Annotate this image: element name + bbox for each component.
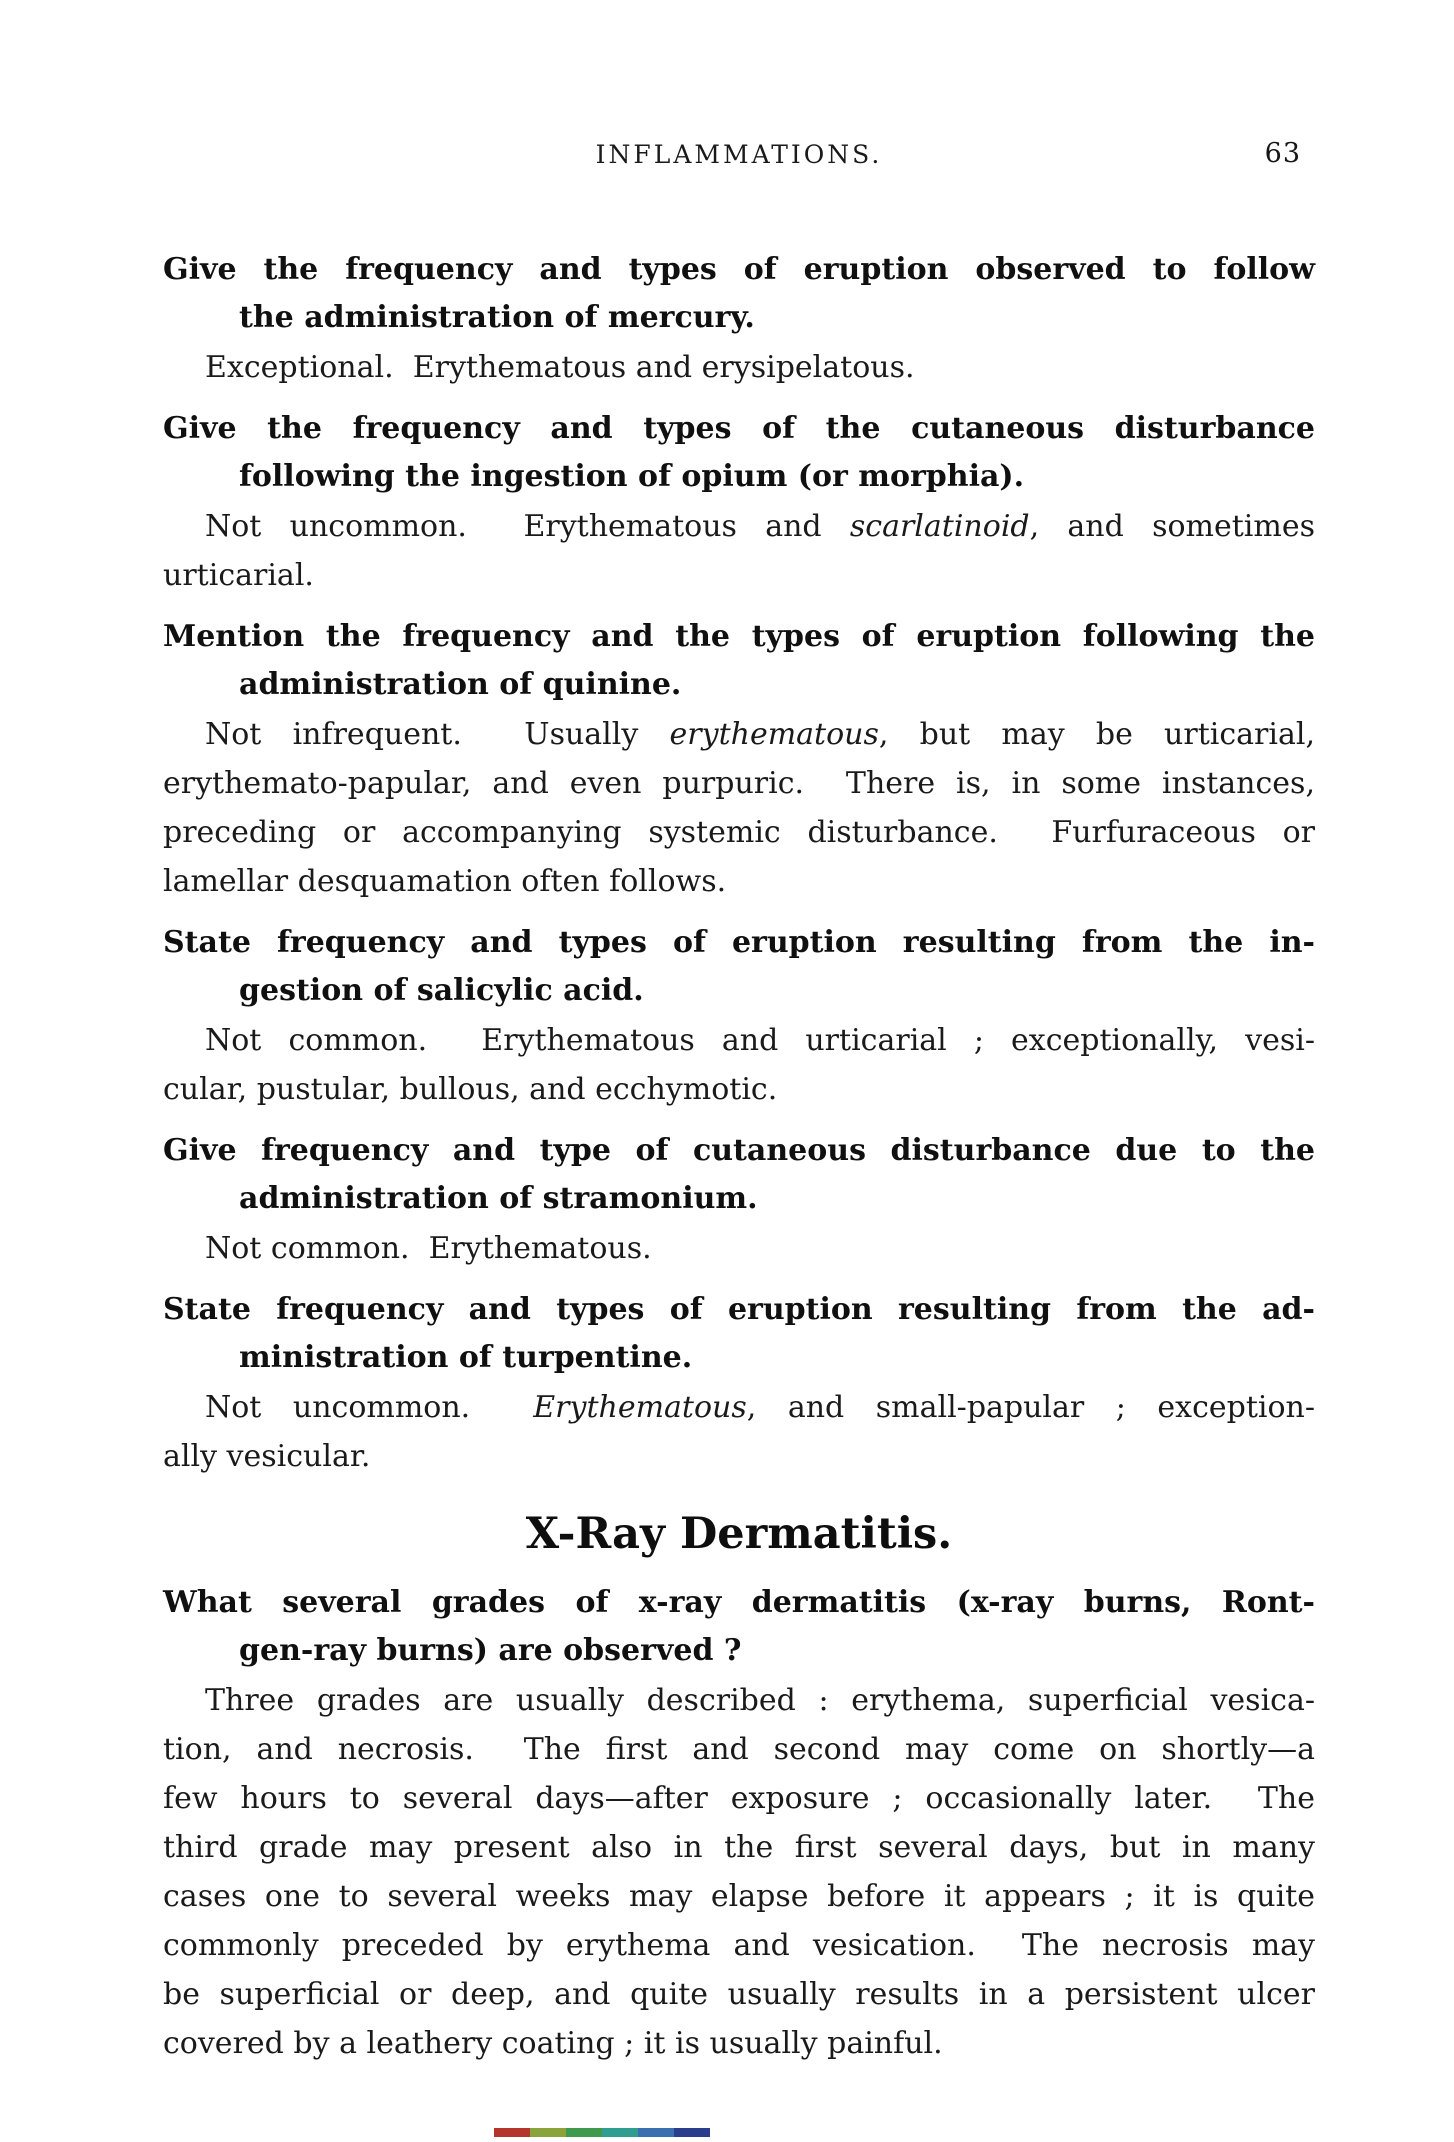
answer-paragraph: [163, 502, 1315, 600]
answer-paragraph: [163, 1676, 1315, 2068]
page-content: [163, 246, 1315, 2068]
question-line: administration of quinine.: [239, 667, 682, 702]
italic-term: erythematous: [669, 717, 879, 752]
answer-line: tion, and necrosis. The first and second may come on shortly—a: [163, 1732, 1315, 1767]
answer-line: Not common. Erythematous and urticarial ; exceptionally, vesi-: [205, 1023, 1315, 1058]
answer-line: cases one to several weeks may elapse before it appears ; it is quite: [163, 1879, 1315, 1914]
page-header: [163, 140, 1315, 174]
qa-block: [163, 1127, 1315, 1273]
answer-line: Three grades are usually described : erythema, superficial vesica-: [205, 1683, 1315, 1718]
answer-paragraph: [163, 710, 1315, 906]
answer-line: commonly preceded by erythema and vesication. The necrosis may: [163, 1928, 1315, 1963]
color-swatch: [530, 2128, 566, 2137]
question-heading: [163, 1127, 1315, 1223]
color-swatch: [674, 2128, 710, 2137]
question-line: gestion of salicylic acid.: [239, 973, 644, 1008]
question-line: Give frequency and type of cutaneous disturbance due to the: [163, 1133, 1315, 1168]
answer-paragraph: [163, 1383, 1315, 1481]
question-line: Mention the frequency and the types of eruption following the: [163, 619, 1315, 654]
answer-line: preceding or accompanying systemic disturbance. Furfuraceous or: [163, 815, 1315, 850]
question-heading: [163, 1579, 1315, 1675]
question-heading: [163, 613, 1315, 709]
italic-term: Erythematous: [533, 1390, 747, 1425]
answer-line: ally vesicular.: [163, 1439, 371, 1474]
answer-paragraph: [163, 1224, 1315, 1273]
answer-line: few hours to several days—after exposure ; occasionally later. The: [163, 1781, 1315, 1816]
color-swatch: [494, 2128, 530, 2137]
question-line: State frequency and types of eruption resulting from the in-: [163, 925, 1315, 960]
answer-line: cular, pustular, bullous, and ecchymotic.: [163, 1072, 778, 1107]
answer-line: Not infrequent. Usually erythematous, but may be urticarial,: [205, 717, 1316, 752]
qa-block: [163, 1579, 1315, 2068]
color-swatch: [602, 2128, 638, 2137]
answer-paragraph: [163, 343, 1315, 392]
question-heading: [163, 246, 1315, 342]
question-heading: [163, 919, 1315, 1015]
scan-color-strip: [494, 2128, 710, 2137]
answer-line: urticarial.: [163, 558, 314, 593]
section-heading: X-Ray Dermatitis.: [525, 1509, 953, 1559]
question-line: Give the frequency and types of the cutaneous disturbance: [163, 411, 1315, 446]
qa-block: [163, 1286, 1315, 1481]
question-heading: [163, 1286, 1315, 1382]
answer-line: covered by a leathery coating ; it is usually painful.: [163, 2026, 943, 2061]
question-line: the administration of mercury.: [239, 300, 755, 335]
page-content-block: [163, 140, 1315, 2081]
running-head-title: INFLAMMATIONS.: [595, 140, 883, 169]
color-swatch: [638, 2128, 674, 2137]
page-number: 63: [1264, 138, 1301, 169]
answer-line: Not common. Erythematous.: [205, 1231, 652, 1266]
answer-line: be superficial or deep, and quite usually results in a persistent ulcer: [163, 1977, 1315, 2012]
qa-block: [163, 613, 1315, 906]
question-line: Give the frequency and types of eruption observed to follow: [163, 252, 1315, 287]
answer-line: Not uncommon. Erythematous, and small-papular ; exception-: [205, 1390, 1316, 1425]
question-line: following the ingestion of opium (or morphia).: [239, 459, 1025, 494]
answer-line: Not uncommon. Erythematous and scarlatinoid, and sometimes: [205, 509, 1315, 544]
answer-line: lamellar desquamation often follows.: [163, 864, 727, 899]
question-heading: [163, 405, 1315, 501]
question-line: gen-ray burns) are observed ?: [239, 1633, 742, 1668]
answer-line: Exceptional. Erythematous and erysipelatous.: [205, 350, 915, 385]
qa-block: [163, 405, 1315, 600]
answer-paragraph: [163, 1016, 1315, 1114]
qa-block: [163, 246, 1315, 392]
italic-term: scarlatinoid: [849, 509, 1030, 544]
color-swatch: [566, 2128, 602, 2137]
question-line: State frequency and types of eruption resulting from the ad-: [163, 1292, 1315, 1327]
question-line: ministration of turpentine.: [239, 1340, 693, 1375]
answer-line: erythemato-papular, and even purpuric. There is, in some instances,: [163, 766, 1315, 801]
question-line: administration of stramonium.: [239, 1181, 758, 1216]
qa-block: [163, 919, 1315, 1114]
question-line: What several grades of x-ray dermatitis (x-ray burns, Ront-: [163, 1585, 1315, 1620]
answer-line: third grade may present also in the first several days, but in many: [163, 1830, 1315, 1865]
